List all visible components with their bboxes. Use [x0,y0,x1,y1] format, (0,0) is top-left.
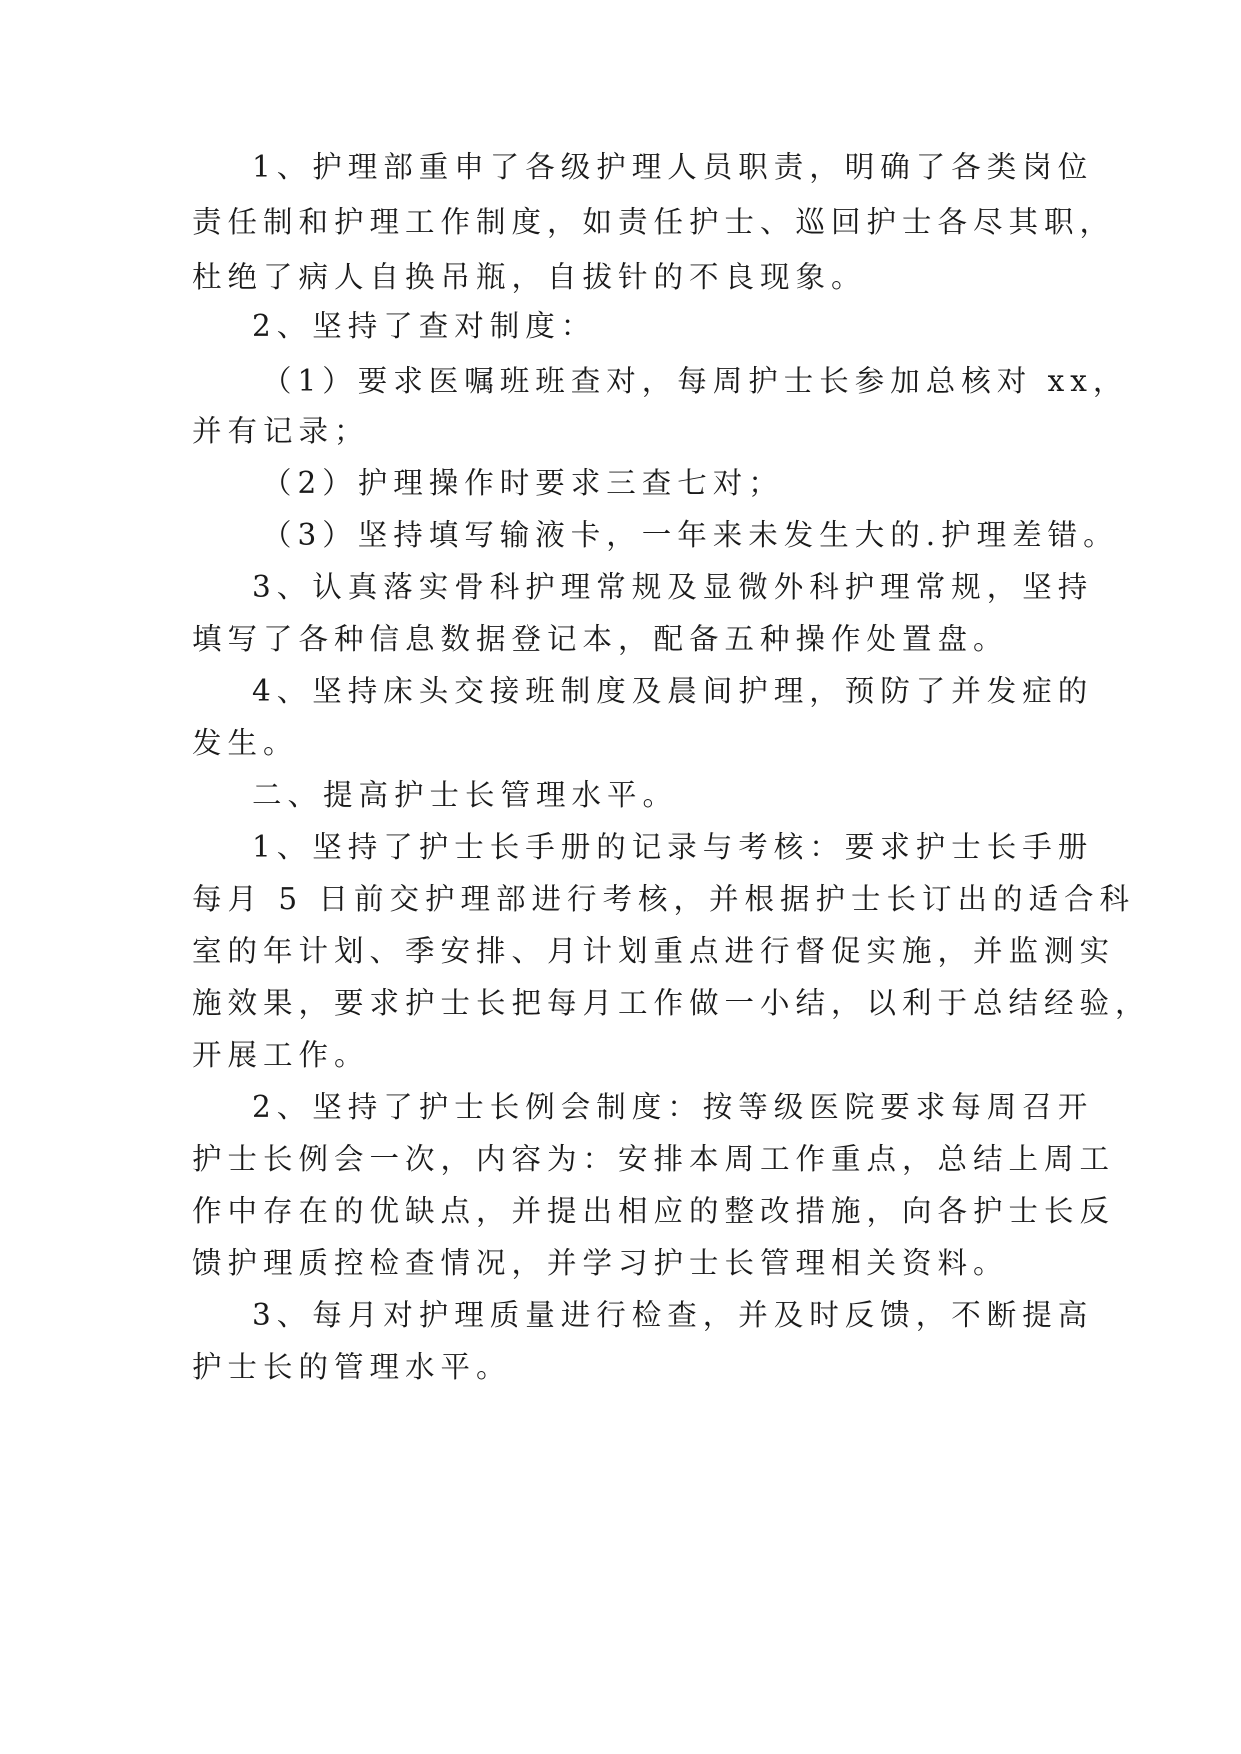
section-two-item-3-line-1: 3、每月对护理质量进行检查，并及时反馈，不断提高 [252,1298,1094,1332]
paragraph-4-line-1: 4、坚持床头交接班制度及晨间护理，预防了并发症的 [252,674,1094,708]
paragraph-1-line-1: 1、护理部重申了各级护理人员职责，明确了各类岗位 [252,150,1094,184]
paragraph-1-line-2: 责任制和护理工作制度，如责任护士、巡回护士各尽其职， [192,205,1116,239]
section-two-item-1-line-4: 施效果，要求护士长把每月工作做一小结，以利于总结经验， [192,986,1151,1020]
section-two-item-3-line-2: 护士长的管理水平。 [192,1350,512,1384]
paragraph-3-line-2: 填写了各种信息数据登记本，配备五种操作处置盘。 [192,622,1009,656]
section-two-item-1-line-5: 开展工作。 [192,1038,370,1072]
paragraph-3-line-1: 3、认真落实骨科护理常规及显微外科护理常规，坚持 [252,570,1094,604]
section-two-item-1-line-2: 每月 5 日前交护理部进行考核，并根据护士长订出的适合科 [192,882,1136,916]
check-item-3: （3）坚持填写输液卡，一年来未发生大的.护理差错。 [262,518,1119,552]
paragraph-4-line-2: 发生。 [192,726,299,760]
section-two-item-1-line-1: 1、坚持了护士长手册的记录与考核：要求护士长手册 [252,830,1094,864]
paragraph-2-heading: 2、坚持了查对制度： [252,309,597,343]
paragraph-1-line-3: 杜绝了病人自换吊瓶，自拔针的不良现象。 [192,260,867,294]
section-two-item-1-line-3: 室的年计划、季安排、月计划重点进行督促实施，并监测实 [192,934,1116,968]
section-two-item-2-line-3: 作中存在的优缺点，并提出相应的整改措施，向各护士长反 [192,1194,1116,1228]
section-two-heading: 二、提高护士长管理水平。 [252,778,679,812]
section-two-item-2-line-1: 2、坚持了护士长例会制度：按等级医院要求每周召开 [252,1090,1094,1124]
section-two-item-2-line-4: 馈护理质控检查情况，并学习护士长管理相关资料。 [192,1246,1009,1280]
check-item-1-line-2: 并有记录； [192,414,370,448]
check-item-2: （2）护理操作时要求三查七对； [262,466,784,500]
check-item-1-line-1: （1）要求医嘱班班查对，每周护士长参加总核对 xx， [262,364,1129,398]
section-two-item-2-line-2: 护士长例会一次，内容为：安排本周工作重点，总结上周工 [192,1142,1116,1176]
